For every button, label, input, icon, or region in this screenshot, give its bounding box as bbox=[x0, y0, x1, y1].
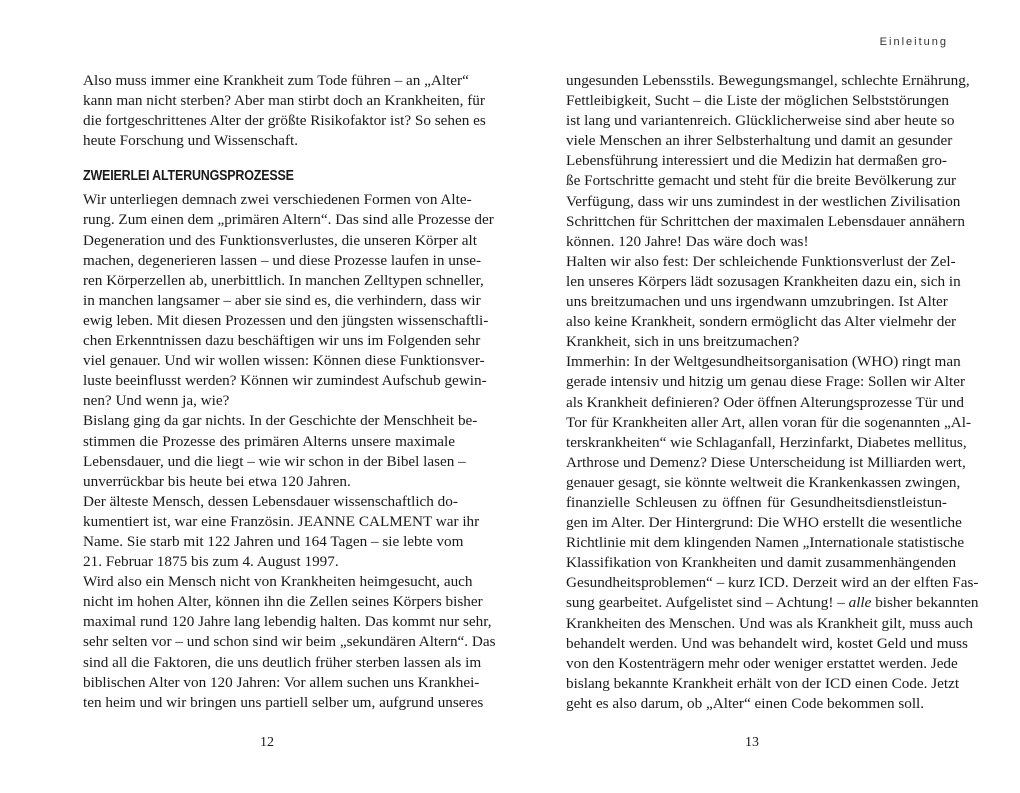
text-line: Der älteste Mensch, dessen Lebensdauer wissenschaftlich do- bbox=[83, 492, 458, 510]
text-line: Degeneration und des Funktionsverlustes, die unseren Körper alt bbox=[83, 231, 477, 249]
text-line: ße Fortschritte gemacht und steht für die breite Bevölkerung zur bbox=[566, 172, 957, 190]
text-line: Lebensdauer, und die liegt – wie wir schon in der Bibel lasen – bbox=[83, 452, 466, 470]
text-line: Tor für Krankheiten aller Art, allen voran für die sogenannten „Al- bbox=[566, 413, 972, 431]
paragraph bbox=[566, 252, 961, 352]
text-line: nicht im hohen Alter, können ihn die Zellen seines Körpers bisher bbox=[83, 593, 483, 611]
text-line: also keine Krankheit, sondern ermöglicht das Alter vielmehr der bbox=[566, 313, 957, 331]
running-head: Einleitung bbox=[879, 36, 948, 48]
page-number: 13 bbox=[745, 735, 759, 750]
text-line: gen im Alter. Der Hintergrund: Die WHO erstellt die wesentliche bbox=[566, 514, 962, 532]
text-line: maximal rund 120 Jahre lang lebendig halten. Das kommt nur sehr, bbox=[83, 613, 492, 631]
text-line: rung. Zum einen dem „primären Altern“. Das sind alle Prozesse der bbox=[83, 211, 494, 229]
text-fragment: sung gearbeitet. Aufgelistet sind – Achtung! – bbox=[566, 594, 849, 612]
text-line: Halten wir also fest: Der schleichende Funktionsverlust der Zel- bbox=[566, 252, 956, 270]
text-line: ist lang und variantenreich. Glücklicherweise sind aber heute so bbox=[566, 112, 955, 130]
right-text-block bbox=[566, 71, 979, 714]
text-line: Wird also ein Mensch nicht von Krankheiten heimgesucht, auch bbox=[83, 573, 473, 591]
text-line: die fortgeschrittenes Alter der größte Risikofaktor ist? So sehen es bbox=[83, 112, 486, 130]
text-line: Krankheit, sich in uns breitzumachen? bbox=[566, 333, 800, 351]
left-text-block bbox=[83, 71, 496, 713]
text-line: unverrückbar bis heute bei etwa 120 Jahren. bbox=[83, 472, 351, 490]
text-line: Immerhin: In der Weltgesundheitsorganisation (WHO) ringt man bbox=[566, 353, 961, 371]
section-heading: ZWEIERLEI ALTERUNGSPROZESSE bbox=[83, 168, 294, 185]
text-line: kann man nicht sterben? Aber man stirbt doch an Krankheiten, für bbox=[83, 92, 485, 110]
text-line: Fettleibigkeit, Sucht – die Liste der möglichen Selbststörungen bbox=[566, 92, 950, 110]
text-line: Richtlinie mit dem klingenden Namen „Internationale statistische bbox=[566, 534, 965, 552]
text-line: Also muss immer eine Krankheit zum Tode führen – an „Alter“ bbox=[83, 72, 469, 89]
paragraph bbox=[83, 492, 480, 572]
paragraph bbox=[83, 572, 496, 713]
right-page bbox=[510, 0, 1020, 793]
text-line: viele Menschen an ihrer Selbsterhaltung und damit an gesunder bbox=[566, 132, 953, 150]
text-line: geht es also darum, ob „Alter“ einen Code bekommen soll. bbox=[566, 694, 925, 712]
text-line: als Krankheit definieren? Oder öffnen Alterungsprozesse Tür und bbox=[566, 393, 964, 411]
text-line: Krankheiten des Menschen. Und was als Krankheit gilt, muss auch bbox=[566, 614, 974, 632]
text-line: von den Kostenträgern mehr oder weniger erstattet werden. Jede bbox=[566, 654, 958, 672]
text-line: biblischen Alter von 120 Jahren: Vor allem suchen uns Krankhei- bbox=[83, 673, 480, 691]
text-line: sehr selten vor – und schon sind wir beim „sekundären Altern“. Das bbox=[83, 633, 496, 651]
text-line: Gesundheitsproblemen“ – kurz ICD. Derzeit wird an der elften Fas- bbox=[566, 574, 979, 592]
text-fragment: bisher bekannten bbox=[871, 594, 979, 612]
text-line: nen? Und wenn ja, wie? bbox=[83, 392, 230, 410]
text-line: ewig leben. Mit diesen Prozessen und den jüngsten wissenschaftli- bbox=[83, 311, 489, 329]
text-line: Arthrose und Demenz? Diese Unterscheidung ist Milliarden wert, bbox=[566, 453, 966, 471]
text-line: bislang bekannte Krankheit erhält von der ICD einen Code. Jetzt bbox=[566, 674, 960, 692]
text-line: ungesunden Lebensstils. Bewegungsmangel, schlechte Ernährung, bbox=[566, 72, 970, 89]
paragraph bbox=[83, 190, 494, 411]
text-line: sind all die Faktoren, die uns deutlich früher sterben lassen als im bbox=[83, 653, 482, 671]
text-line: terskrankheiten“ wie Schlaganfall, Herzinfarkt, Diabetes mellitus, bbox=[566, 433, 967, 451]
text-line: viel genauer. Und wir wollen wissen: Können diese Funktionsver- bbox=[83, 352, 485, 370]
text-line: behandelt werden. Und was behandelt wird, kostet Geld und muss bbox=[566, 634, 968, 652]
text-line: machen, degenerieren lassen – und diese Prozesse laufen in unse- bbox=[83, 251, 482, 269]
paragraph bbox=[566, 352, 979, 593]
text-line: Lebensführung interessiert und die Medizin hat dermaßen gro- bbox=[566, 152, 947, 170]
text-line: ren Körperzellen ab, unerbittlich. In manchen Zelltypen schneller, bbox=[83, 271, 484, 289]
text-line: finanzielle Schleusen zu öffnen für Gesundheitsdienstleistun- bbox=[566, 493, 947, 511]
text-line bbox=[566, 593, 979, 613]
page-number: 12 bbox=[260, 735, 274, 750]
text-line: Klassifikation von Krankheiten und damit zusammenhängenden bbox=[566, 554, 957, 572]
text-line: Name. Sie starb mit 122 Jahren und 164 Tagen – sie lebte vom bbox=[83, 532, 464, 550]
text-line: kumentiert ist, war eine Französin. JEANNE CALMENT war ihr bbox=[83, 512, 480, 530]
paragraph bbox=[566, 614, 974, 714]
text-line: ten heim und wir bringen uns partiell selber um, aufgrund unseres bbox=[83, 693, 484, 711]
text-line: luste beeinflusst werden? Können wir zumindest Aufschub gewin- bbox=[83, 372, 487, 390]
text-line: uns breitzumachen und uns irgendwann umzubringen. Ist Alter bbox=[566, 293, 948, 311]
paragraph bbox=[83, 411, 478, 491]
text-line: chen Erkenntnissen dazu beschäftigen wir uns im Folgenden sehr bbox=[83, 332, 481, 350]
text-line: können. 120 Jahre! Das wäre doch was! bbox=[566, 232, 809, 250]
text-line: Schrittchen für Schrittchen der maximalen Lebensdauer annähern bbox=[566, 212, 965, 230]
text-line: heute Forschung und Wissenschaft. bbox=[83, 132, 299, 150]
paragraph bbox=[566, 71, 970, 252]
paragraph bbox=[83, 71, 486, 151]
text-line: 21. Februar 1875 bis zum 4. August 1997. bbox=[83, 553, 339, 571]
text-line: len unseres Körpers lädt sozusagen Krankheiten dazu ein, sich in bbox=[566, 272, 961, 290]
text-line: stimmen die Prozesse des primären Alterns unsere maximale bbox=[83, 432, 455, 450]
text-line: Bislang ging da gar nichts. In der Geschichte der Menschheit be- bbox=[83, 412, 478, 430]
text-line: Wir unterliegen demnach zwei verschiedenen Formen von Alte- bbox=[83, 191, 472, 209]
text-line: Verfügung, dass wir uns zumindest in der westlichen Zivilisation bbox=[566, 192, 961, 210]
emphasized-word: alle bbox=[848, 594, 872, 612]
text-line: gerade intensiv und hitzig um genau diese Frage: Sollen wir Alter bbox=[566, 373, 965, 391]
text-line: in manchen langsamer – aber sie sind es, die verhindern, dass wir bbox=[83, 291, 481, 309]
text-line: genauer gesagt, sie könnte weltweit die Krankenkassen zwingen, bbox=[566, 473, 961, 491]
